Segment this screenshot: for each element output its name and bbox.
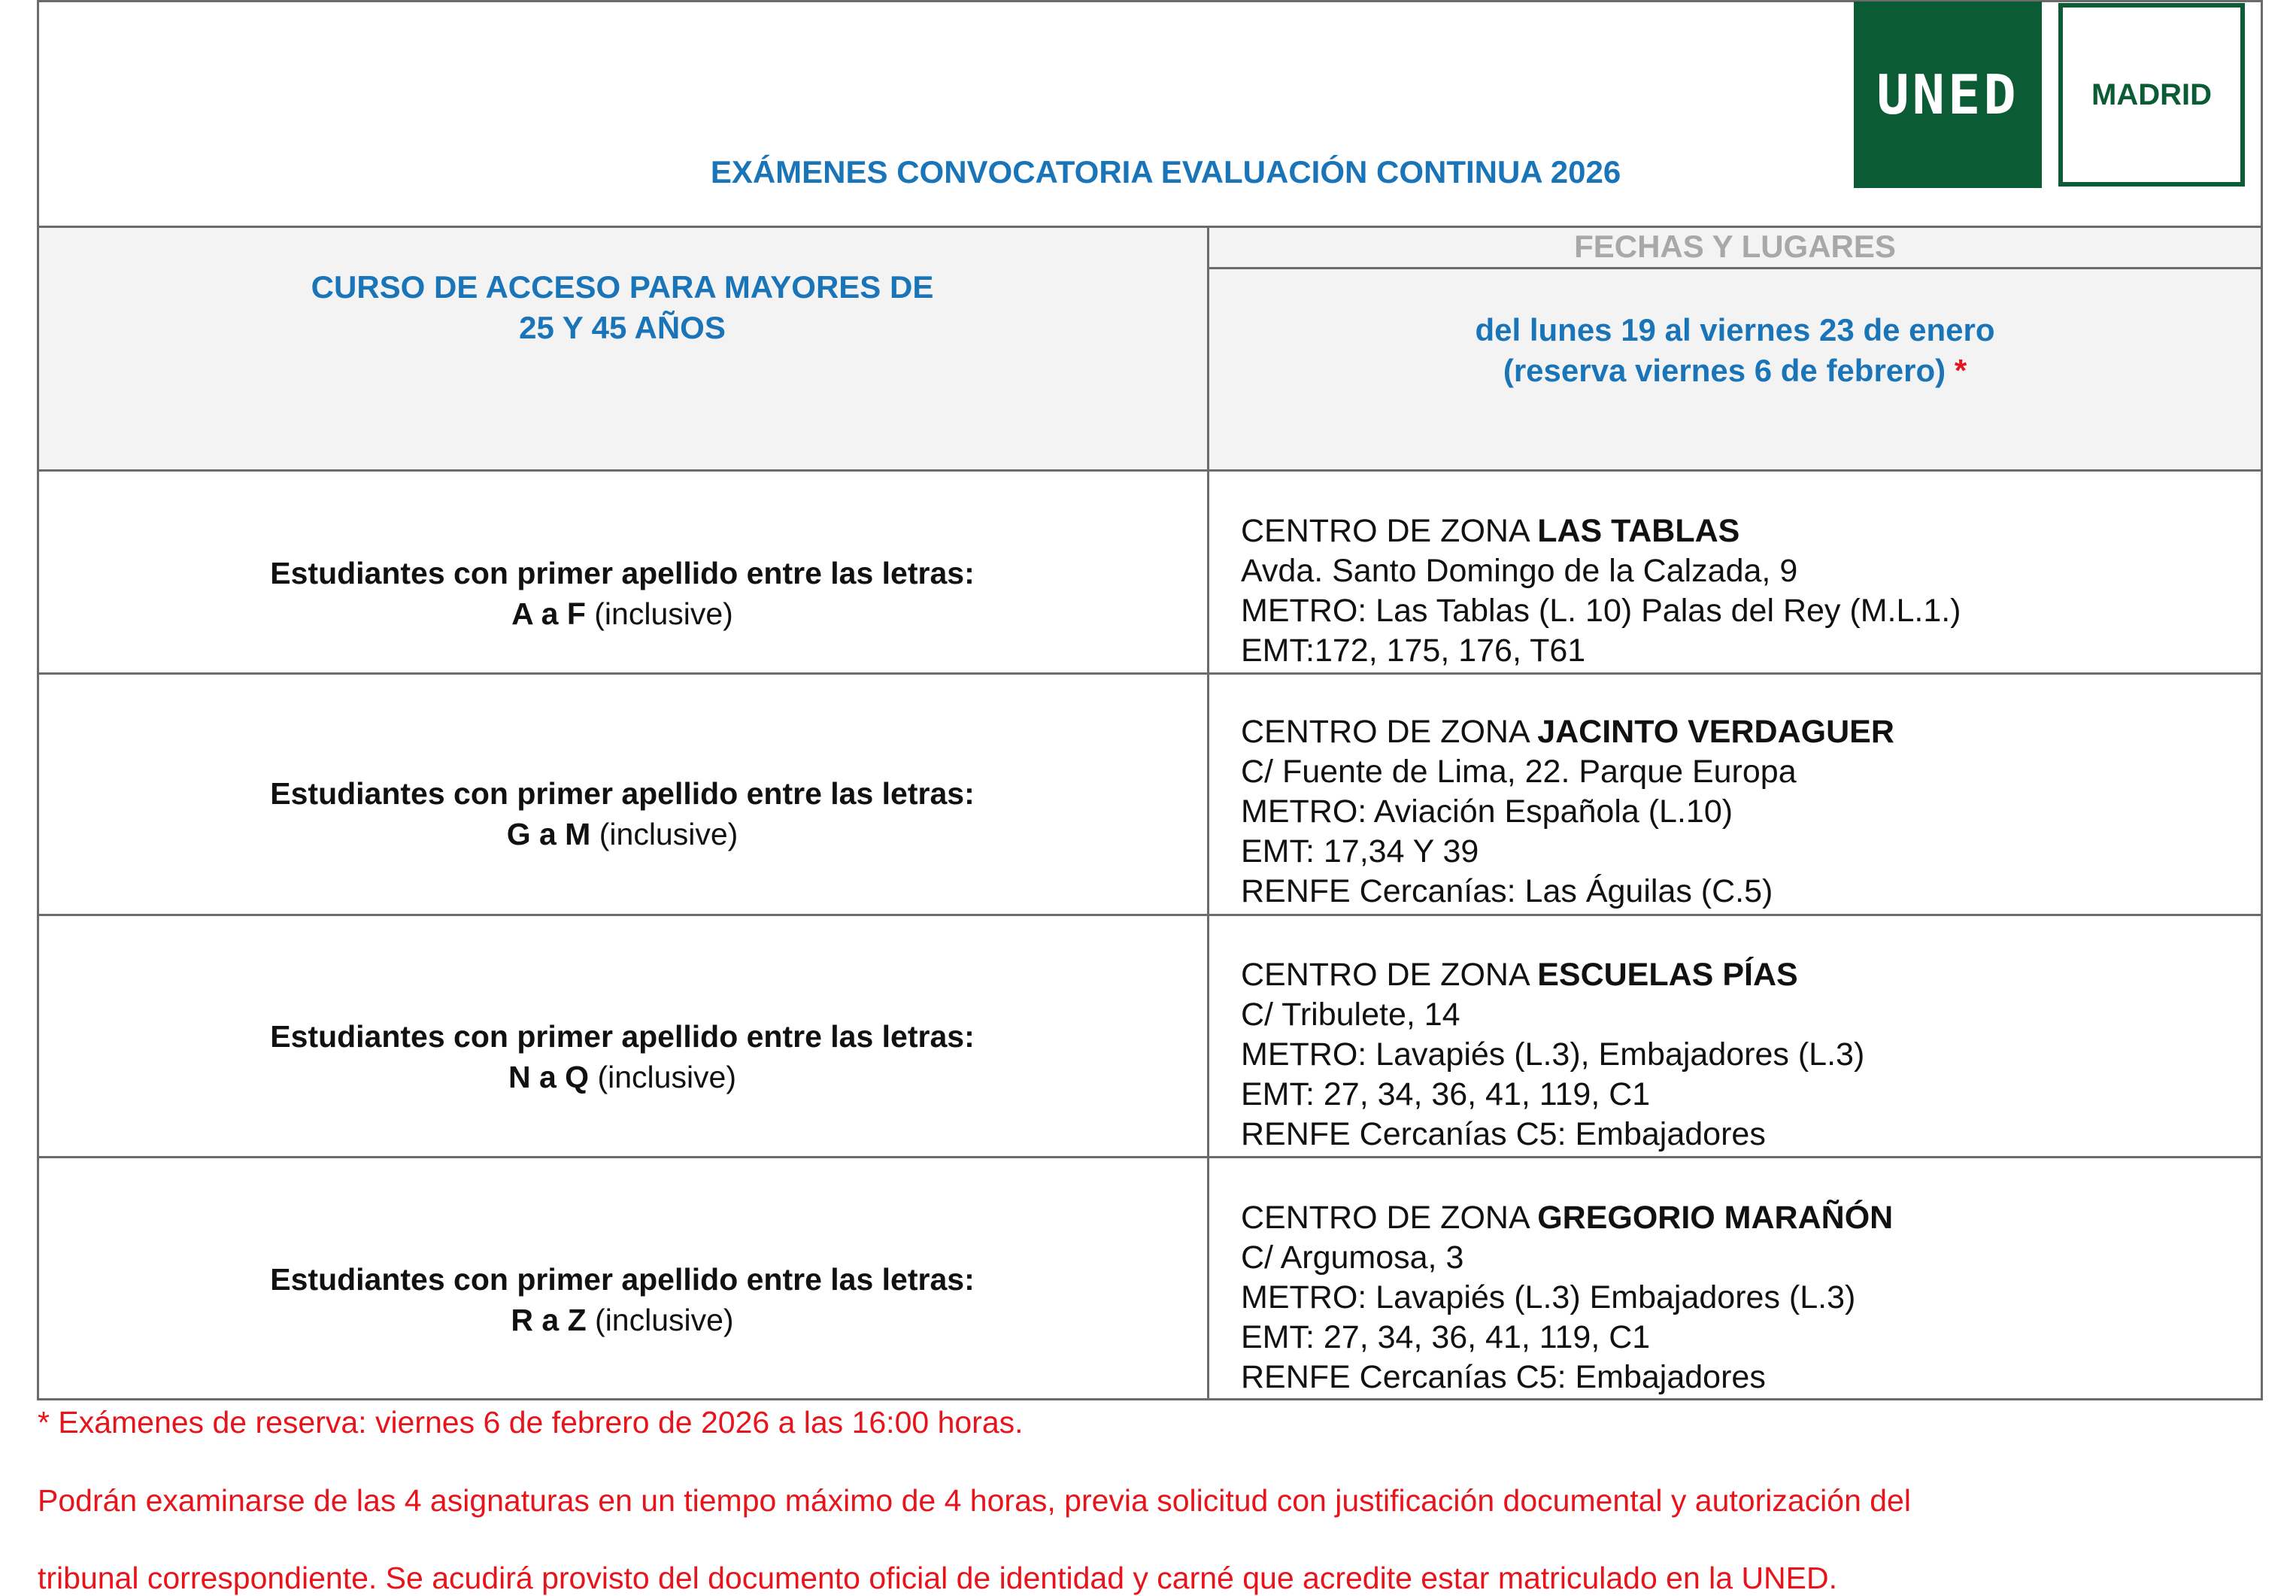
center-prefix: CENTRO DE ZONA <box>1241 714 1529 750</box>
course-title <box>38 267 1207 348</box>
table-border-mid <box>1207 226 1209 1400</box>
page-title: EXÁMENES CONVOCATORIA EVALUACIÓN CONTINUA 2026 <box>710 154 1621 190</box>
uned-logo-text: UNED <box>1876 63 2019 126</box>
students-range-suffix: (inclusive) <box>595 1303 734 1337</box>
table-border-row2 <box>37 914 2263 916</box>
table-border-right <box>2261 0 2263 1400</box>
center-detail: EMT:172, 175, 176, T61 <box>1241 633 1586 669</box>
center-prefix: CENTRO DE ZONA <box>1241 957 1529 993</box>
course-title-line2: 25 Y 45 AÑOS <box>519 310 726 345</box>
table-border-row3 <box>37 1156 2263 1158</box>
center-detail: METRO: Aviación Española (L.10) <box>1241 793 1733 830</box>
students-range-suffix: (inclusive) <box>594 596 733 631</box>
exam-dates-asterisk: * <box>1954 353 1967 388</box>
center-detail: EMT: 27, 34, 36, 41, 119, C1 <box>1241 1319 1651 1355</box>
table-row-students <box>38 553 1207 634</box>
table-border-row1 <box>37 672 2263 675</box>
students-label: Estudiantes con primer apellido entre las letras: <box>270 776 975 811</box>
reserve-note: * Exámenes de reserva: viernes 6 de febrero de 2026 a las 16:00 horas. <box>38 1405 1024 1440</box>
exam-dates-line2 <box>1209 350 2261 391</box>
center-detail: C/ Fuente de Lima, 22. Parque Europa <box>1241 754 1797 790</box>
center-name: ESCUELAS PÍAS <box>1537 957 1798 993</box>
madrid-logo-text: MADRID <box>2091 77 2212 111</box>
table-row-center <box>1241 511 2256 671</box>
table-border-left <box>37 0 39 1400</box>
center-name: JACINTO VERDAGUER <box>1537 714 1894 750</box>
dates-header: FECHAS Y LUGARES <box>1574 229 1896 264</box>
table-border-header-bottom <box>37 469 2263 472</box>
center-detail: RENFE Cercanías C5: Embajadores <box>1241 1116 1766 1152</box>
table-border-bottom <box>37 1398 2263 1400</box>
conditions-note-line1: Podrán examinarse de las 4 asignaturas en un tiempo máximo de 4 horas, previa solicitud con justificación documental y autorización del <box>38 1483 1911 1518</box>
center-detail: C/ Argumosa, 3 <box>1241 1239 1464 1276</box>
students-label: Estudiantes con primer apellido entre las letras: <box>270 556 975 590</box>
students-range-suffix: (inclusive) <box>597 1060 737 1094</box>
center-detail: Avda. Santo Domingo de la Calzada, 9 <box>1241 553 1798 589</box>
conditions-note-line2: tribunal correspondiente. Se acudirá provisto del documento oficial de identidad y carné que acredite estar matriculado en la UNED. <box>38 1561 1838 1595</box>
center-detail: EMT: 17,34 Y 39 <box>1241 833 1479 869</box>
center-detail: C/ Tribulete, 14 <box>1241 997 1460 1033</box>
center-prefix: CENTRO DE ZONA <box>1241 513 1529 549</box>
table-row-students <box>38 1016 1207 1097</box>
course-title-line1: CURSO DE ACCESO PARA MAYORES DE <box>311 269 934 305</box>
uned-logo <box>1854 2 2042 188</box>
table-row-students <box>38 773 1207 854</box>
table-row-center <box>1241 955 2256 1155</box>
students-range: G a M <box>506 817 591 851</box>
center-name: LAS TABLAS <box>1537 513 1740 549</box>
center-name: GREGORIO MARAÑÓN <box>1537 1200 1894 1236</box>
center-detail: METRO: Lavapiés (L.3), Embajadores (L.3) <box>1241 1036 1865 1073</box>
table-row-center <box>1241 712 2256 912</box>
students-label: Estudiantes con primer apellido entre las letras: <box>270 1019 975 1054</box>
madrid-logo <box>2058 3 2245 187</box>
center-detail: RENFE Cercanías C5: Embajadores <box>1241 1359 1766 1395</box>
students-label: Estudiantes con primer apellido entre las letras: <box>270 1262 975 1297</box>
students-range-suffix: (inclusive) <box>599 817 739 851</box>
students-range: N a Q <box>508 1060 590 1094</box>
table-row-center <box>1241 1198 2256 1397</box>
center-detail: EMT: 27, 34, 36, 41, 119, C1 <box>1241 1076 1651 1112</box>
students-range: A a F <box>511 596 586 631</box>
center-detail: METRO: Lavapiés (L.3) Embajadores (L.3) <box>1241 1279 1856 1315</box>
center-prefix: CENTRO DE ZONA <box>1241 1200 1529 1236</box>
table-row-students <box>38 1259 1207 1340</box>
exam-dates-reserve: (reserva viernes 6 de febrero) <box>1503 353 1946 388</box>
students-range: R a Z <box>511 1303 587 1337</box>
exam-dates <box>1209 310 2261 391</box>
center-detail: RENFE Cercanías: Las Águilas (C.5) <box>1241 873 1773 909</box>
exam-dates-line1: del lunes 19 al viernes 23 de enero <box>1475 312 1995 347</box>
center-detail: METRO: Las Tablas (L. 10) Palas del Rey (M.L.1.) <box>1241 593 1961 629</box>
table-border-fechas <box>1207 267 2263 269</box>
